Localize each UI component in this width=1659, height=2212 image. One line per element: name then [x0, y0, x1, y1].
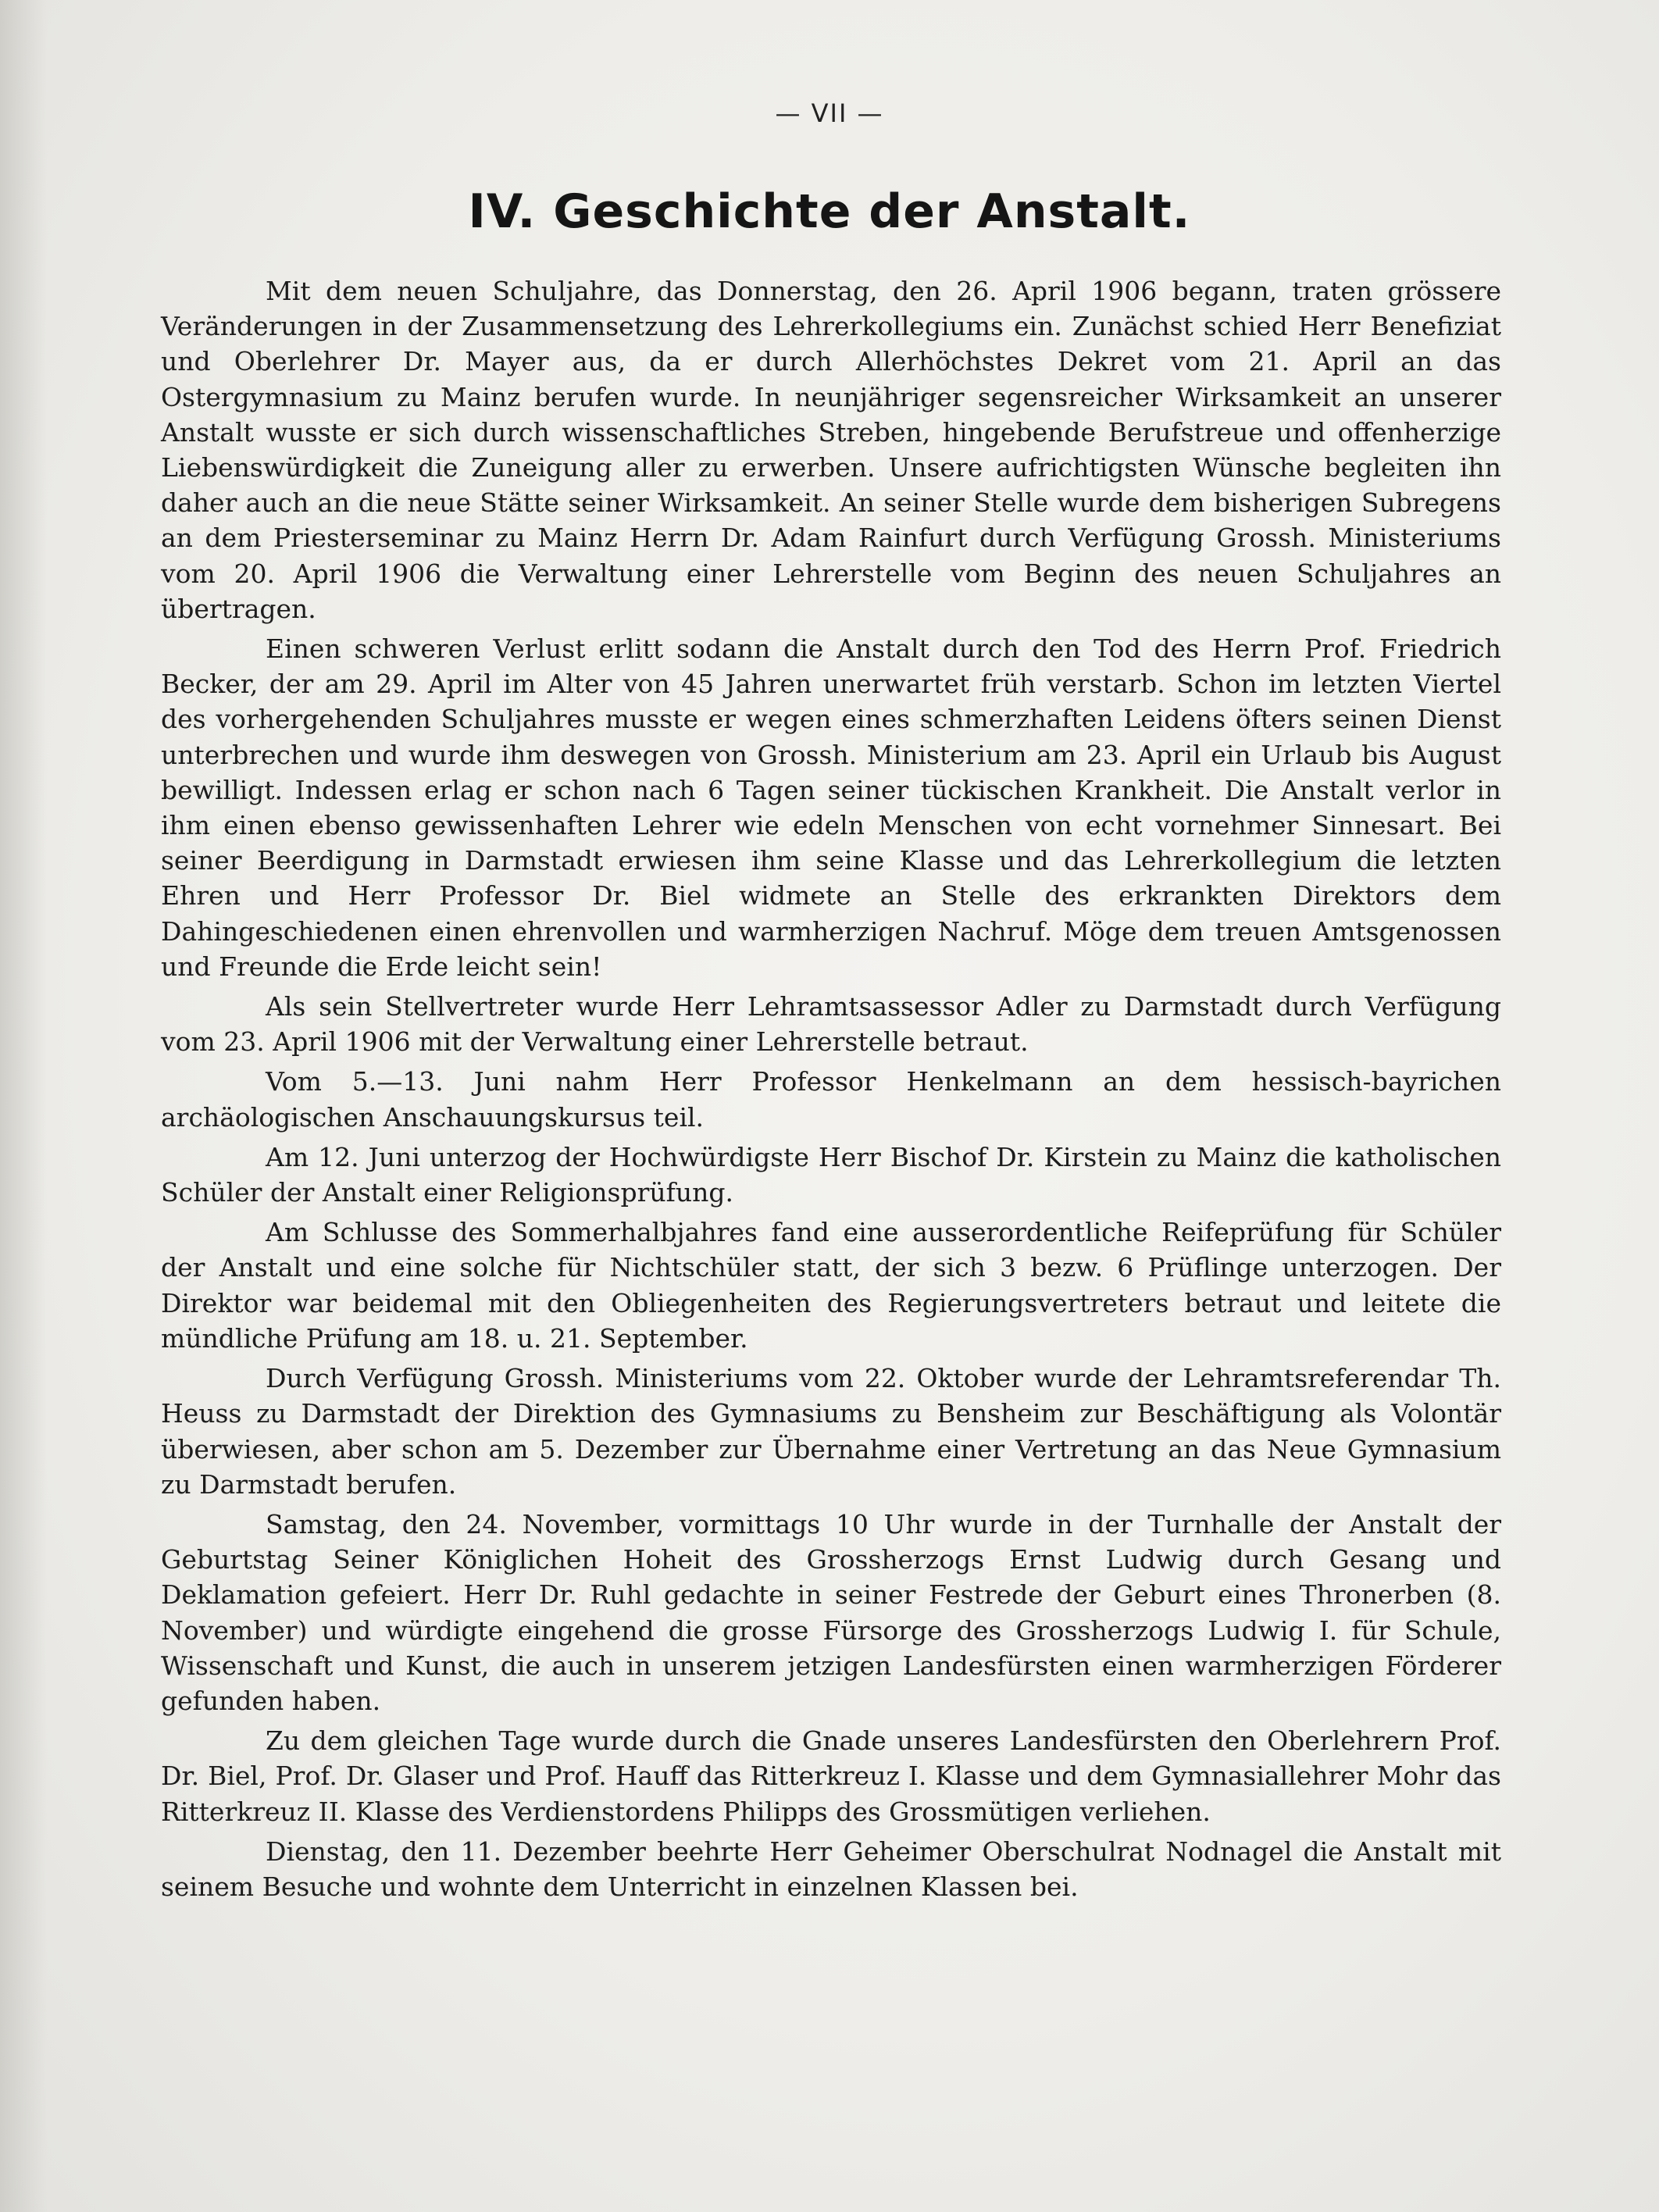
paragraph: Durch Verfügung Grossh. Ministeriums vom 22. Oktober wurde der Lehramtsreferendar Th. Heuss zu Darmstadt der Direktion des Gymnasiums zu Bensheim zur Beschäftigung als Volontär überwiesen, aber schon am 5. Dezember zur Übernahme einer Vertretung an das Neue Gymnasium zu Darmstadt berufen.: [161, 1363, 1501, 1500]
paragraph: Als sein Stellvertreter wurde Herr Lehramtsassessor Adler zu Darmstadt durch Verfügung vom 23. April 1906 mit der Verwaltung einer Lehrerstelle betraut.: [161, 991, 1501, 1058]
paragraph: Dienstag, den 11. Dezember beehrte Herr Geheimer Oberschulrat Nodnagel die Anstalt mit seinem Besuche und wohnte dem Unterricht in einzelnen Klassen bei.: [161, 1836, 1501, 1902]
paragraph: Mit dem neuen Schuljahre, das Donnerstag, den 26. April 1906 begann, traten grössere Veränderungen in der Zusammensetzung des Lehrerkollegiums ein. Zunächst schied Herr Benefiziat und Oberlehrer Dr. Mayer aus, da er durch Allerhöchstes Dekret vom 21. April an das Ostergymnasium zu Mainz berufen wurde. In neunjähriger segensreicher Wirksamkeit an unserer Anstalt wusste er sich durch wissenschaftliches Streben, hingebende Berufstreue und offenherzige Liebenswürdigkeit die Zuneigung aller zu erwerben. Unsere aufrichtigsten Wünsche begleiten ihn daher auch an die neue Stätte seiner Wirksamkeit. An seiner Stelle wurde dem bisherigen Subregens an dem Priesterseminar zu Mainz Herrn Dr. Adam Rainfurt durch Verfügung Grossh. Ministeriums vom 20. April 1906 die Verwaltung einer Lehrerstelle vom Beginn des neuen Schuljahres an übertragen.: [161, 276, 1501, 624]
paragraph: Samstag, den 24. November, vormittags 10 Uhr wurde in der Turnhalle der Anstalt der Geburtstag Seiner Königlichen Hoheit des Grossherzogs Ernst Ludwig durch Gesang und Deklamation gefeiert. Herr Dr. Ruhl gedachte in seiner Festrede der Geburt eines Thronerben (8. November) und würdigte eingehend die grosse Fürsorge des Grossherzogs Ludwig I. für Schule, Wissenschaft und Kunst, die auch in unserem jetzigen Landesfürsten einen warmherzigen Förderer gefunden haben.: [161, 1508, 1501, 1716]
page-edge-shadow: [0, 0, 47, 2212]
paragraph: Am 12. Juni unterzog der Hochwürdigste Herr Bischof Dr. Kirstein zu Mainz die katholischen Schüler der Anstalt einer Religionsprüfung.: [161, 1141, 1501, 1208]
page-number: — VII —: [775, 98, 884, 128]
body-text: [161, 273, 1501, 1909]
paragraph: Am Schlusse des Sommerhalbjahres fand eine ausserordentliche Reifeprüfung für Schüler der Anstalt und eine solche für Nichtschüler statt, der sich 3 bezw. 6 Prüflinge unterzogen. Der Direktor war beidemal mit den Obliegenheiten des Regierungsvertreters betraut und leitete die mündliche Prüfung am 18. u. 21. September.: [161, 1217, 1501, 1354]
paragraph: Zu dem gleichen Tage wurde durch die Gnade unseres Landesfürsten den Oberlehrern Prof. Dr. Biel, Prof. Dr. Glaser und Prof. Hauff das Ritterkreuz I. Klasse und dem Gymnasiallehrer Mohr das Ritterkreuz II. Klasse des Verdienstordens Philipps des Grossmütigen verliehen.: [161, 1725, 1501, 1827]
paragraph: Vom 5.—13. Juni nahm Herr Professor Henkelmann an dem hessisch-bayrichen archäologischen Anschauungskursus teil.: [161, 1066, 1501, 1133]
paragraph: Einen schweren Verlust erlitt sodann die Anstalt durch den Tod des Herrn Prof. Friedrich Becker, der am 29. April im Alter von 45 Jahren unerwartet früh verstarb. Schon im letzten Viertel des vorhergehenden Schuljahres musste er wegen eines schmerzhaften Leidens öfters seinen Dienst unterbrechen und wurde ihm deswegen von Grossh. Ministerium am 23. April ein Urlaub bis August bewilligt. Indessen erlag er schon nach 6 Tagen seiner tückischen Krankheit. Die Anstalt verlor in ihm einen ebenso gewissenhaften Lehrer wie edeln Menschen von echt vornehmer Sinnesart. Bei seiner Beerdigung in Darmstadt erwiesen ihm seine Klasse und das Lehrerkollegium die letzten Ehren und Herr Professor Dr. Biel widmete an Stelle des erkrankten Direktors dem Dahingeschiedenen einen ehrenvollen und warmherzigen Nachruf. Möge dem treuen Amtsgenossen und Freunde die Erde leicht sein!: [161, 633, 1501, 982]
section-title: IV. Geschichte der Anstalt.: [468, 184, 1191, 239]
